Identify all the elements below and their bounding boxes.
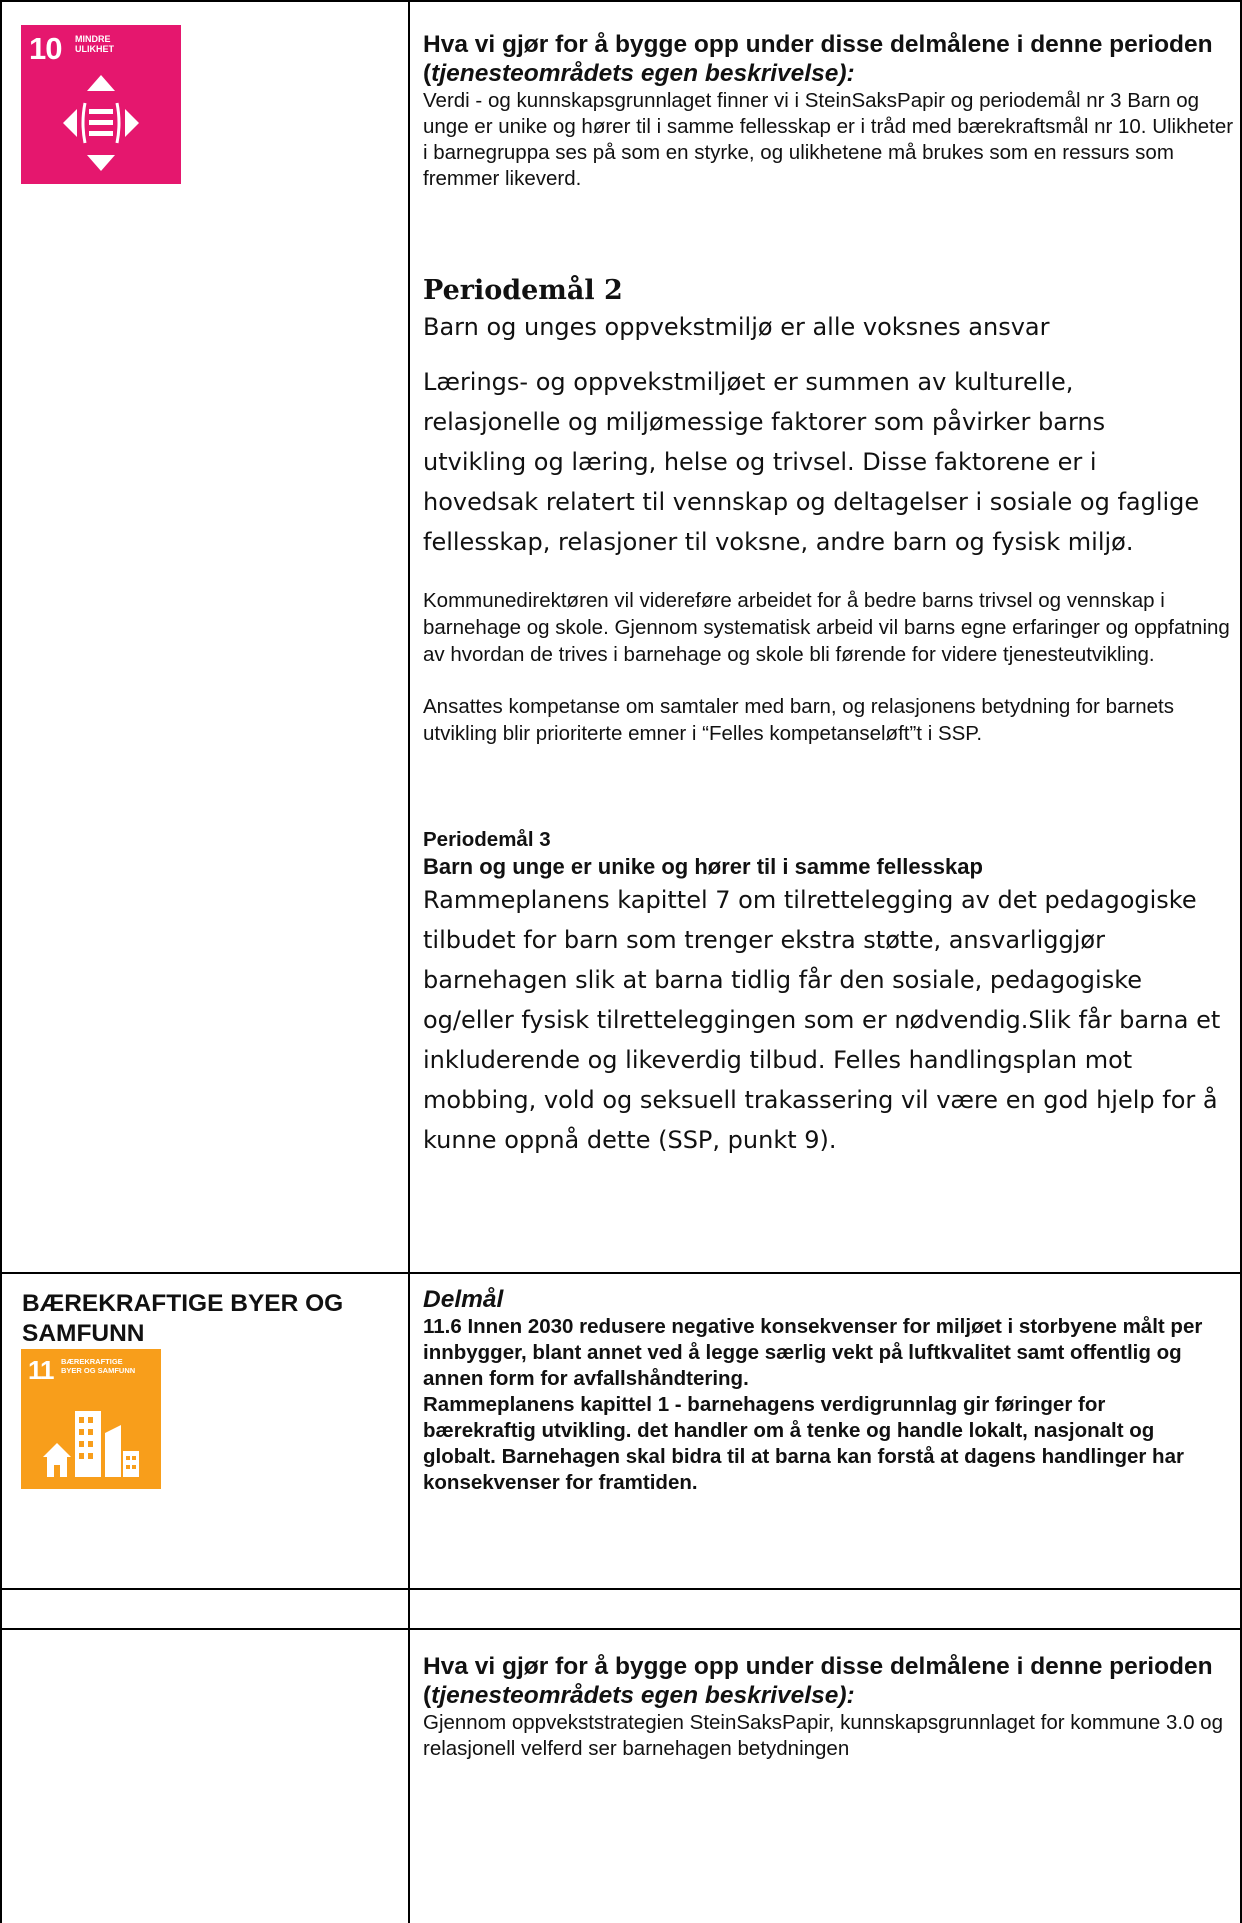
sdg11-number: 11 xyxy=(28,1355,54,1385)
periodemal-2-subtitle: Barn og unges oppvekstmiljø er alle voksnes ansvar xyxy=(423,313,1050,341)
table-border-left xyxy=(0,0,2,1923)
delmal-11-6: 11.6 Innen 2030 redusere negative konsekvenser for miljøet i storbyene målt per innbygger, blant annet ved å legge særlig vekt på luftkvalitet samt offentlig og annen form for avfallshåndtering. xyxy=(423,1315,1203,1390)
periodemal-3-subtitle: Barn og unge er unike og hører til i samme fellesskap xyxy=(423,854,983,879)
periodemal-3-title: Periodemål 3 xyxy=(423,828,551,851)
inequality-icon xyxy=(61,73,141,173)
row3-content xyxy=(423,1652,1231,1762)
row-divider-1 xyxy=(0,1272,1242,1274)
row1-content xyxy=(423,30,1234,1160)
rammeplan-kapittel-1: Rammeplanens kapittel 1 - barnehagens verdigrunnlag gir føringer for bærekraftig utvikling. det handler om å tenke og handle lokalt, nasjonalt og globalt. Barnehagen skal bidra til at barna kan forstå at dagens handlinger har konsekvenser for framtiden. xyxy=(423,1393,1184,1494)
city-icon xyxy=(41,1399,141,1479)
delmal-label: Delmål xyxy=(423,1286,504,1313)
row2-left xyxy=(22,1289,392,1349)
periodemal-2-para2: Kommunedirektøren vil videreføre arbeidet for å bedre barns trivsel og vennskap i barnehage og skole. Gjennom systematisk arbeid vil barns egne erfaringer og oppfatning av hvordan de trives i barnehage og skole bli førende for videre tjenesteutvikling. xyxy=(423,589,1230,666)
row-divider-3 xyxy=(0,1628,1242,1630)
periodemal-2-body: Lærings- og oppvekstmiljøet er summen av kulturelle, relasjonelle og miljømessige faktorer som påvirker barns utvikling og læring, helse og trivsel. Disse faktorene er i hovedsak relatert til vennskap og deltagelser i sosiale og faglige fellesskap, relasjoner til voksne, andre barn og fysisk miljø. xyxy=(423,368,1200,556)
sdg11-title-2: BYER OG SAMFUNN xyxy=(61,1366,136,1375)
row1-intro: Verdi - og kunnskapsgrunnlaget finner vi i SteinSaksPapir og periodemål nr 3 Barn og unge er unike og hører til i samme fellesskap er i tråd med bærekraftsmål nr 10. Ulikheter i barnegruppa ses på som en styrke, og ulikhetene må brukes som en ressurs som fremmer likeverd. xyxy=(423,89,1234,190)
periodemal-3-body: Rammeplanens kapittel 7 om tilrettelegging av det pedagogiske tilbudet for barn som trenger ekstra støtte, ansvarliggjør barnehagen slik at barna tidlig får den sosiale, pedagogiske og/eller fysisk tilretteleggingen som er nødvendig.Slik får barna et inkluderende og likeverdig tilbud. Felles handlingsplan mot mobbing, vold og seksuell trakassering vil være en god hjelp for å kunne oppnå dette (SSP, punkt 9). xyxy=(423,886,1221,1154)
sdg10-title-1: MINDRE xyxy=(75,34,111,44)
sdg10-number: 10 xyxy=(29,31,62,66)
periodemal-2-para3: Ansattes kompetanse om samtaler med barn, og relasjonens betydning for barnets utvikling blir prioriterte emner i “Felles kompetanseløft”t i SSP. xyxy=(423,695,1174,745)
sdg11-title-1: BÆREKRAFTIGE xyxy=(61,1357,123,1366)
sdg11-heading: BÆREKRAFTIGE BYER OG SAMFUNN xyxy=(22,1290,344,1347)
row1-heading: Hva vi gjør for å bygge opp under disse delmålene i denne perioden (tjenesteområdets egen beskrivelse): xyxy=(423,31,1213,87)
sdg10-icon xyxy=(21,25,181,184)
periodemal-2-title: Periodemål 2 xyxy=(423,275,623,306)
sdg11-icon xyxy=(21,1349,161,1489)
row3-body: Gjennom oppvekststrategien SteinSaksPapir, kunnskapsgrunnlaget for kommune 3.0 og relasjonell velferd ser barnehagen betydningen xyxy=(423,1711,1223,1760)
table-border-top xyxy=(0,0,1242,2)
row-divider-2 xyxy=(0,1588,1242,1590)
sdg10-title-2: ULIKHET xyxy=(75,44,114,54)
row2-content xyxy=(423,1286,1231,1496)
row3-heading: Hva vi gjør for å bygge opp under disse delmålene i denne perioden (tjenesteområdets egen beskrivelse): xyxy=(423,1653,1213,1709)
table-column-divider xyxy=(408,0,410,1923)
